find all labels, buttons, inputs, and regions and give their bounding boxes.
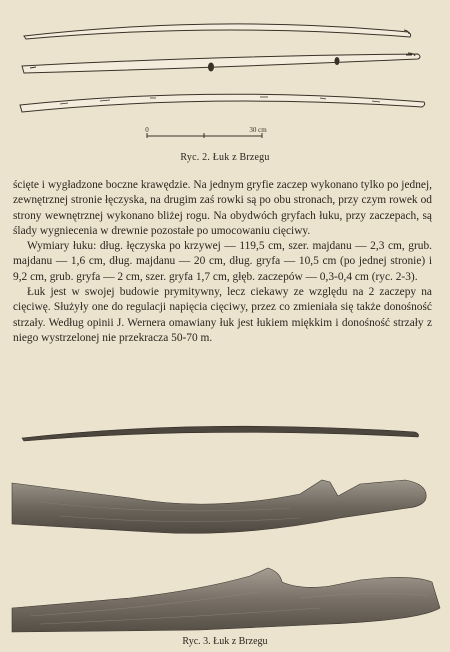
body-text <box>13 178 432 346</box>
figure-3-caption: Ryc. 3. Łuk z Brzegu <box>182 636 268 647</box>
paragraph: Łuk jest w swojej budowie prymitywny, lecz ciekawy ze względu na 2 zaczepy na cięciwę. Służyły one do regulacji napięcia cięciwy, przez co zmieniała się także donośność strzały. Według opinii J. Wernera omawiany łuk jest łukiem miękkim i donośność strzały z niego wystrzelonej nie przekracza 50-70 m. <box>13 286 432 344</box>
bow-photo-full <box>22 426 419 441</box>
scale-bar <box>147 133 262 138</box>
figure-3 <box>0 420 450 635</box>
bow-drawing-middle <box>22 53 420 73</box>
figure-2 <box>0 8 450 140</box>
figure-2-caption: Ryc. 2. Łuk z Brzegu <box>180 152 270 163</box>
figure-3-photo <box>0 420 450 635</box>
figure-2-drawing <box>0 8 450 140</box>
bow-drawing-top <box>24 24 411 39</box>
bow-drawing-bottom <box>20 94 425 112</box>
bow-photo-detail-upper <box>12 480 426 533</box>
paragraph: Wymiary łuku: dług. łęczyska po krzywej — 119,5 cm, szer. majdanu — 2,3 cm, grub. majdanu — 1,6 cm, dług. majdanu — 20 cm, dług. gryfa — 10,5 cm (po jednej stronie) i 9,2 cm, grub. gryfa — 2 cm, szer. gryfa 1,7 cm, głęb. zaczepów — 0,3-0,4 cm (ryc. 2-3). <box>13 240 432 283</box>
scale-bar-label-zero: 0 <box>145 126 149 134</box>
paragraph: ścięte i wygładzone boczne krawędzie. Na jednym gryfie zaczep wykonano tylko po jednej, zewnętrznej stronie łęczyska, na drugim zaś rowki są po obu stronach, przy czym rowek od strony wewnętrznej wykonano bliżej rogu. Na obydwóch gryfach łuku, przy zaczepach, są ślady wygniecenia w drewnie pozostałe po umocowaniu cięciwy. <box>13 179 432 237</box>
scale-bar-label-max: 30 cm <box>249 126 267 134</box>
